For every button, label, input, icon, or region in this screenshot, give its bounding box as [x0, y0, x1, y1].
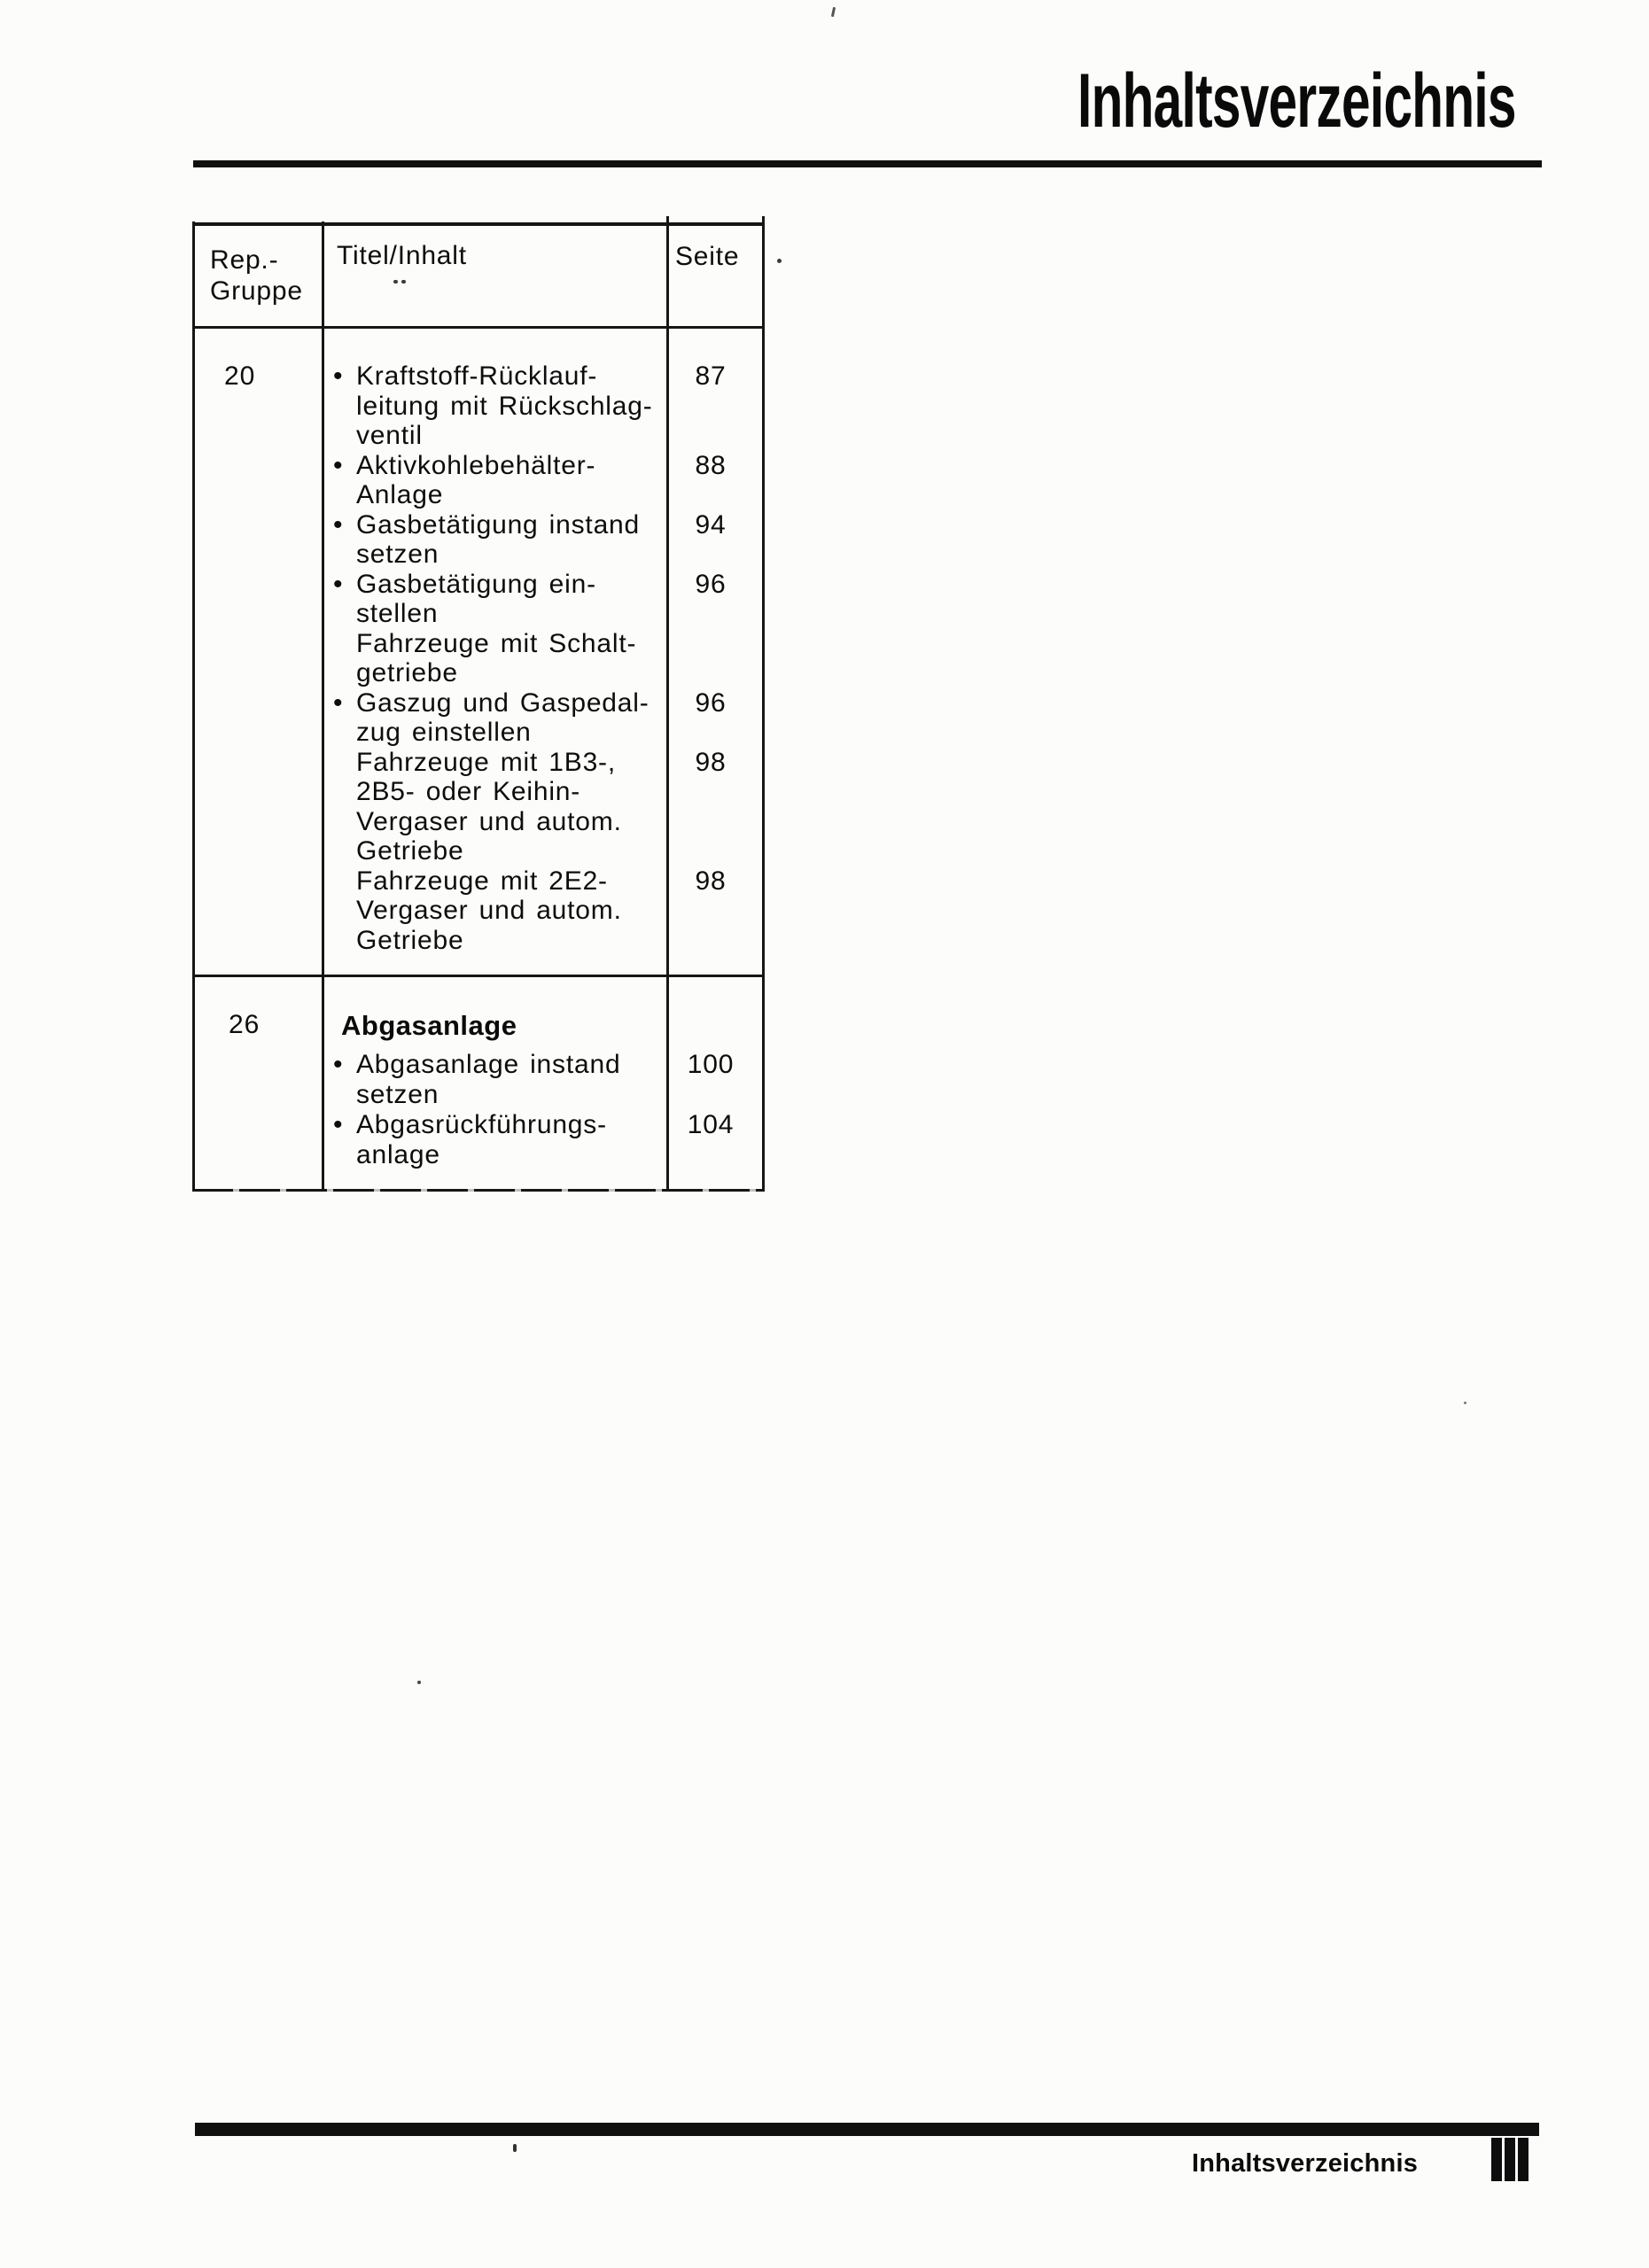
- toc-line: Fahrzeuge mit 2E2-: [356, 866, 608, 896]
- bullet-icon: •: [333, 1050, 344, 1079]
- table-row-separator: [192, 975, 765, 977]
- toc-line: anlage: [356, 1140, 440, 1169]
- scan-artifact: [513, 2144, 517, 2152]
- toc-entry-lines: [333, 1050, 621, 1170]
- bullet-icon: •: [333, 569, 344, 599]
- page-number: 96: [695, 687, 727, 718]
- column-header-line: Rep.-: [210, 245, 279, 275]
- scan-artifact: [831, 7, 836, 17]
- page-number: 87: [695, 361, 727, 391]
- bullet-icon: •: [333, 450, 344, 480]
- toc-line: Fahrzeuge mit Schalt-: [356, 628, 637, 658]
- toc-line: 2B5- oder Keihin-: [356, 777, 581, 806]
- toc-line: getriebe: [356, 658, 458, 687]
- scan-artifact: [417, 1681, 421, 1684]
- scan-artifact: [401, 280, 406, 284]
- toc-line: • Aktivkohlebehälter-: [333, 450, 596, 480]
- footer-section-label: Inhaltsverzeichnis: [1192, 2149, 1419, 2178]
- table-column-separator-1: [322, 221, 324, 1192]
- scan-artifact: [1464, 1402, 1466, 1404]
- section-heading: Abgasanlage: [341, 1010, 517, 1041]
- toc-line: • Abgasanlage instand: [333, 1050, 621, 1079]
- page-number: 98: [695, 866, 727, 896]
- rep-gruppe-number: 20: [224, 361, 256, 391]
- page-number: 98: [695, 747, 727, 777]
- page-number: 96: [695, 569, 727, 599]
- page-number: 100: [687, 1050, 735, 1079]
- roman-numeral-bar: [1491, 2138, 1502, 2181]
- toc-line: • Abgasrückführungs-: [333, 1110, 607, 1139]
- toc-line: ventil: [356, 421, 423, 450]
- toc-line: • Kraftstoff-Rücklauf-: [333, 361, 598, 391]
- toc-line: Vergaser und autom.: [356, 896, 622, 925]
- scan-artifact: [777, 259, 782, 263]
- toc-line: • Gasbetätigung ein-: [333, 569, 596, 599]
- roman-numeral-bar: [1505, 2138, 1515, 2181]
- toc-line: zug einstellen: [356, 718, 532, 747]
- table-border-right: [762, 216, 765, 1192]
- scan-artifact: [393, 280, 398, 284]
- bullet-icon: •: [333, 361, 344, 391]
- table-border-bottom: [192, 1189, 765, 1192]
- toc-line: stellen: [356, 599, 439, 628]
- table-border-top: [192, 222, 765, 226]
- toc-line: • Gasbetätigung instand: [333, 509, 641, 540]
- table-border-left: [192, 221, 195, 1192]
- rep-gruppe-number: 26: [229, 1010, 261, 1039]
- toc-line: • Gaszug und Gaspedal-: [333, 687, 649, 718]
- toc-line: Getriebe: [356, 836, 464, 866]
- column-header-seite: Seite: [675, 242, 740, 271]
- bullet-icon: •: [333, 1110, 344, 1139]
- toc-line: Getriebe: [356, 925, 464, 955]
- toc-line: setzen: [356, 540, 439, 569]
- toc-line: Fahrzeuge mit 1B3-,: [356, 747, 616, 777]
- page-number: 88: [695, 450, 727, 480]
- footer-rule: [195, 2123, 1539, 2136]
- page-title: Inhaltsverzeichnis: [1077, 58, 1516, 144]
- column-header-rep-gruppe: [210, 245, 303, 307]
- footer-page-number-III: [1491, 2138, 1528, 2181]
- bullet-icon: •: [333, 687, 344, 718]
- column-header-titel-inhalt: Titel/Inhalt: [337, 241, 467, 270]
- toc-line: Anlage: [356, 480, 444, 509]
- page-number: 94: [695, 509, 727, 540]
- bullet-icon: •: [333, 509, 344, 540]
- toc-line: setzen: [356, 1080, 439, 1109]
- page-number: 104: [687, 1110, 735, 1139]
- toc-line: leitung mit Rückschlag-: [356, 391, 653, 421]
- title-rule: [193, 160, 1542, 167]
- roman-numeral-bar: [1518, 2138, 1528, 2181]
- table-header-rule: [192, 326, 765, 329]
- toc-entry-lines: [333, 361, 653, 955]
- column-header-line: Gruppe: [210, 276, 303, 306]
- toc-line: Vergaser und autom.: [356, 806, 622, 836]
